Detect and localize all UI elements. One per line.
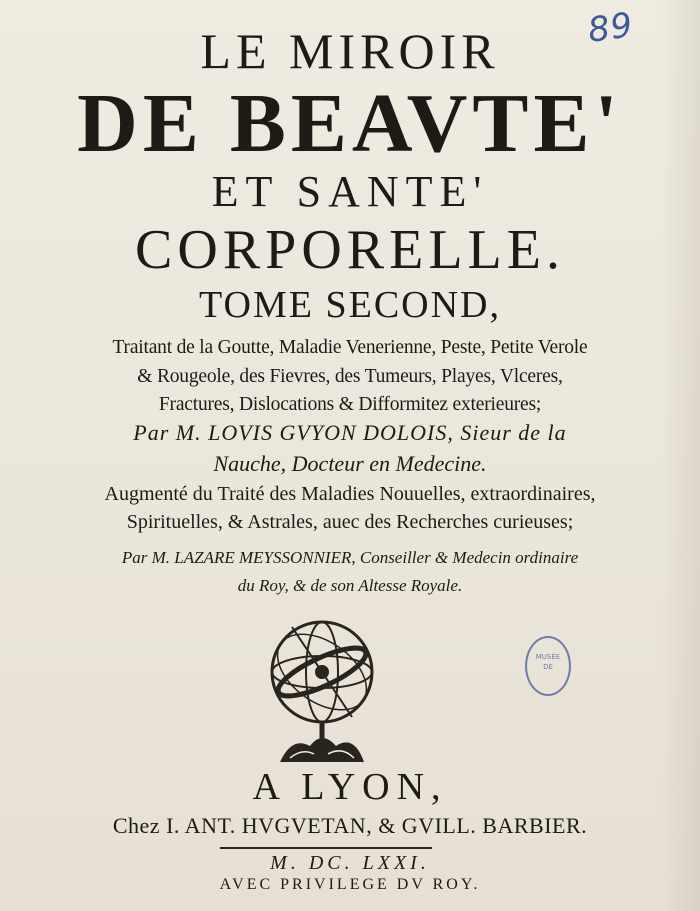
imprint-privilege: AVEC PRIVILEGE DV ROY. xyxy=(219,876,481,893)
imprint-rule xyxy=(220,847,432,849)
title-line-2: DE BEAVTE' xyxy=(77,77,623,170)
title-line-3: ET SANTE' xyxy=(211,167,489,216)
tome-label: TOME SECOND, xyxy=(199,284,501,326)
imprint-printers: Chez I. ANT. HVGVETAN, & GVILL. BARBIER. xyxy=(112,813,588,838)
description-line-2: & Rougeole, des Fievres, des Tumeurs, Playes, Vlceres, xyxy=(137,366,563,387)
stamp-text-2: DE xyxy=(543,663,553,671)
augment-line-1: Augmenté du Traité des Maladies Nouuelles, extraordinaires, xyxy=(104,483,596,505)
description-line-3: Fractures, Dislocations & Difformitez exterieures; xyxy=(158,394,542,415)
armillary-sphere-icon xyxy=(262,612,382,770)
editor-line-1: Par M. LAZARE MEYSSONNIER, Conseiller & Medecin ordinaire xyxy=(121,548,579,567)
imprint-year: M. DC. LXXI. xyxy=(270,852,430,874)
title-line-4: CORPORELLE. xyxy=(135,219,565,281)
augment-line-2: Spirituelles, & Astrales, auec des Recherches curieuses; xyxy=(126,511,574,533)
title-line-1: LE MIROIR xyxy=(200,23,500,79)
shelfmark-number: 89 xyxy=(585,5,636,51)
library-stamp xyxy=(525,636,571,696)
editor-line-2: du Roy, & de son Altesse Royale. xyxy=(237,576,463,595)
stamp-text-1: MUSÉE xyxy=(535,653,561,661)
description-line-1: Traitant de la Goutte, Maladie Venerienne, Peste, Petite Verole xyxy=(112,337,588,358)
imprint-city: A LYON, xyxy=(252,766,448,808)
author-line-1: Par M. LOVIS GVYON DOLOIS, Sieur de la xyxy=(133,420,567,445)
author-line-2: Nauche, Docteur en Medecine. xyxy=(213,451,487,476)
